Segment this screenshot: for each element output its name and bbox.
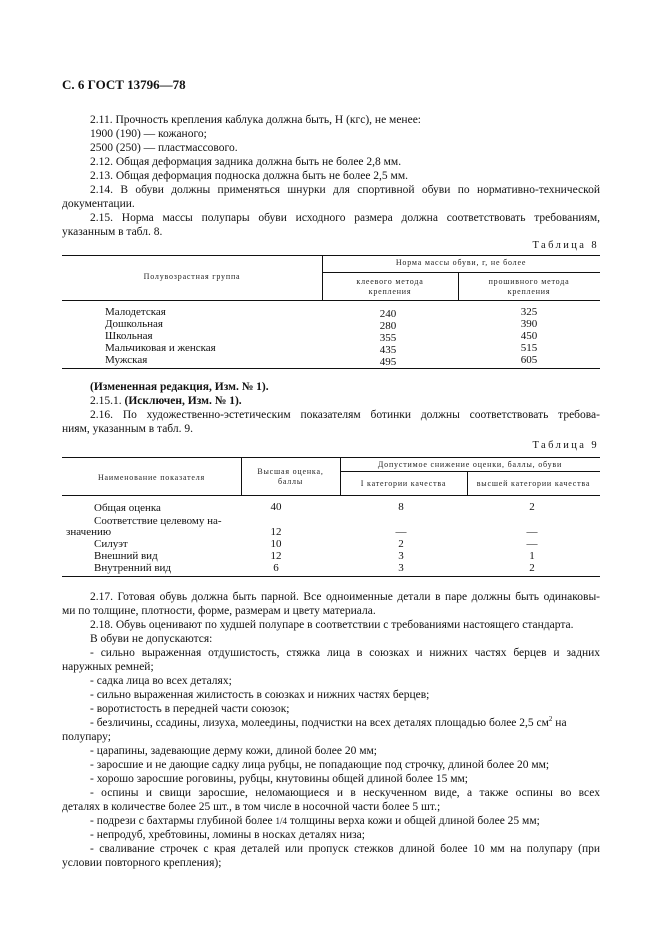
para-2-15-1-prefix: 2.15.1. (90, 395, 125, 407)
list-item-10 (62, 814, 600, 828)
table9-row-cat1: — (395, 526, 407, 538)
table8-col-stitched-2: крепления (507, 287, 551, 296)
table8-head-rule (62, 300, 600, 301)
table8-col-group: Полувозрастная группа (143, 272, 241, 281)
table8-row-stitched: 325 (520, 306, 538, 318)
list-item-5-line2: полупару; (62, 731, 111, 743)
table8-mid-rule (322, 272, 600, 273)
table8-caption: Таблица 8 (532, 240, 599, 251)
para-2-17-line2: ми по толщине, плотности, форме, размерам и цвету материала. (62, 605, 376, 617)
not-allowed-intro: В обуви не допускаются: (90, 633, 213, 645)
table8-row-glued: 495 (379, 356, 397, 368)
table9-bottom-rule (62, 576, 600, 577)
table9-row-high: 10 (270, 538, 282, 550)
table9-head-rule (62, 495, 600, 496)
table8-col-norm: Норма массы обуви, г, не более (395, 258, 527, 267)
list-item-8: - хорошо заросшие роговины, рубцы, кнутовины общей длиной более 15 мм; (90, 773, 468, 785)
table8-col-glued-2: крепления (368, 287, 412, 296)
table9-row-name: Внутренний вид (94, 562, 172, 574)
table8-bottom-rule (62, 368, 600, 369)
table9-row-name: Силуэт (94, 538, 128, 550)
table9-row-name: Соответствие целевому на- (94, 515, 222, 527)
list-item-7: - заросшие и не дающие садку лица рубцы, не попадающие под строчку, длиной более 20 мм; (90, 759, 550, 771)
table9-row-cathigh: — (526, 538, 538, 550)
list-item-12-line2: условии повторного крепления); (62, 857, 222, 869)
table8-col-glued-1: клеевого метода (356, 277, 424, 286)
para-2-15-line2: указанным в табл. 8. (62, 226, 163, 238)
para-2-15-1 (62, 394, 600, 408)
table8-row-stitched: 515 (520, 342, 538, 354)
table8-row-group: Мальчиковая и женская (105, 342, 216, 354)
line-1900: 1900 (190) — кожаного; (90, 128, 207, 140)
para-2-14-line2: документации. (62, 198, 135, 210)
table8-row-group: Дошкольная (105, 318, 163, 330)
list-item-6: - царапины, задевающие дерму кожи, длиной более 20 мм; (90, 745, 377, 757)
list-item-10-end: толщины верха кожи и общей длиной более 25 мм; (287, 815, 540, 827)
table8-row-group: Школьная (105, 330, 153, 342)
para-2-15-line1: 2.15. Норма массы полупары обуви исходного размера должна соответствовать требованиям, (90, 212, 600, 224)
table8-top-rule (62, 255, 600, 256)
para-2-14-line1: 2.14. В обуви должны применяться шнурки для спортивной обуви по нормативно-технической (90, 184, 600, 196)
table9-row-high: 12 (270, 526, 282, 538)
table9-col-cat-high: высшей категории качества (476, 479, 591, 488)
para-2-17-line1: 2.17. Готовая обувь должна быть парной. Все одноименные детали в паре должны быть одинаковы- (90, 591, 600, 603)
para-2-12: 2.12. Общая деформация задника должна быть не более 2,8 мм. (90, 156, 402, 168)
table9-row-name: Общая оценка (94, 502, 161, 514)
table9-row-cat1: 8 (398, 501, 404, 513)
list-item-3: - сильно выраженная жилистость в союзках и нижних частях берцев; (90, 689, 430, 701)
list-item-9-line2: деталях в количестве более 25 шт., в том числе в носочной части более 5 шт.; (62, 801, 441, 813)
list-item-1-line2: наружных ремней; (62, 661, 154, 673)
table9-row-high: 40 (270, 501, 282, 513)
list-item-11: - непродуб, хребтовины, ломины в носках деталях низа; (90, 829, 365, 841)
table8-row-stitched: 450 (520, 330, 538, 342)
table9-col-name: Наименование показателя (97, 473, 206, 482)
table9-row-cathigh: 2 (529, 562, 535, 574)
table8-col-stitched-1: прошивного метода (488, 277, 570, 286)
table9-caption: Таблица 9 (532, 440, 599, 451)
list-item-1-line1: - сильно выраженная отдушистость, стяжка лица в союзках и нижних частях берцев и задних (90, 647, 600, 659)
fraction-quarter: 1/4 (275, 816, 288, 826)
para-2-16-line2: ниям, указанным в табл. 9. (62, 423, 193, 435)
table8-row-stitched: 605 (520, 354, 538, 366)
line-2500: 2500 (250) — пластмассового. (90, 142, 238, 154)
para-2-15-1-bold: (Исключен, Изм. № 1). (124, 395, 242, 407)
para-2-11: 2.11. Прочность крепления каблука должна быть, Н (кгс), не менее: (90, 114, 421, 126)
table9-col-high-1: Высшая оценка, (257, 467, 324, 476)
list-item-5-end: на (552, 717, 567, 729)
amendment-note: (Измененная редакция, Изм. № 1). (90, 381, 269, 393)
table9-col-allowed: Допустимое снижение оценки, баллы, обуви (377, 460, 563, 469)
table9-row-cat1: 2 (398, 538, 404, 550)
table9-vline-1 (241, 457, 242, 495)
table8-row-glued: 435 (379, 344, 397, 356)
para-2-16-line1: 2.16. По художественно-эстетическим показателям ботинки должны соответствовать требова- (90, 409, 600, 421)
table8-row-group: Малодетская (105, 306, 166, 318)
list-item-2: - садка лица во всех деталях; (90, 675, 232, 687)
table9-row-cathigh: 2 (529, 501, 535, 513)
list-item-4: - воротистость в передней части союзок; (90, 703, 290, 715)
table8-row-glued: 240 (379, 308, 397, 320)
table9-row-high: 6 (273, 562, 279, 574)
page-header: С. 6 ГОСТ 13796—78 (62, 77, 186, 92)
list-item-5-text: - безличины, ссадины, лизуха, молеедины, подчистки на всех деталях площадью более 2,5 см (90, 717, 549, 729)
table9-top-rule (62, 457, 600, 458)
list-item-9-line1: - оспины и свищи заросшие, неломающиеся и в нескученном виде, а также оспины во всех (90, 787, 600, 799)
table9-row-cat1: 3 (398, 550, 404, 562)
table9-row-name: значению (66, 526, 112, 538)
table9-row-cathigh: — (526, 526, 538, 538)
table9-mid-rule (340, 471, 600, 472)
table9-row-cat1: 3 (398, 562, 404, 574)
table9-col-high-2: баллы (277, 477, 304, 486)
para-2-13: 2.13. Общая деформация подноска должна быть не более 2,5 мм. (90, 170, 408, 182)
table9-row-high: 12 (270, 550, 282, 562)
table8-row-glued: 355 (379, 332, 397, 344)
table8-row-group: Мужская (105, 354, 148, 366)
table9-row-cathigh: 1 (529, 550, 535, 562)
list-item-12-line1: - сваливание строчек с края деталей или пропуск стежков длиной более 10 мм на полупару (при (90, 843, 600, 855)
table9-row-name: Внешний вид (94, 550, 158, 562)
list-item-5-line1 (62, 716, 600, 730)
table9-col-cat1: I категории качества (360, 479, 447, 488)
superscript-2: 2 (548, 715, 553, 724)
list-item-10-start: - подрези с бахтармы глубиной более (90, 815, 276, 827)
table8-row-stitched: 390 (520, 318, 538, 330)
para-2-18: 2.18. Обувь оценивают по худшей полупаре в соответствии с требованиями настоящего стандарта. (90, 619, 574, 631)
table8-row-glued: 280 (379, 320, 397, 332)
